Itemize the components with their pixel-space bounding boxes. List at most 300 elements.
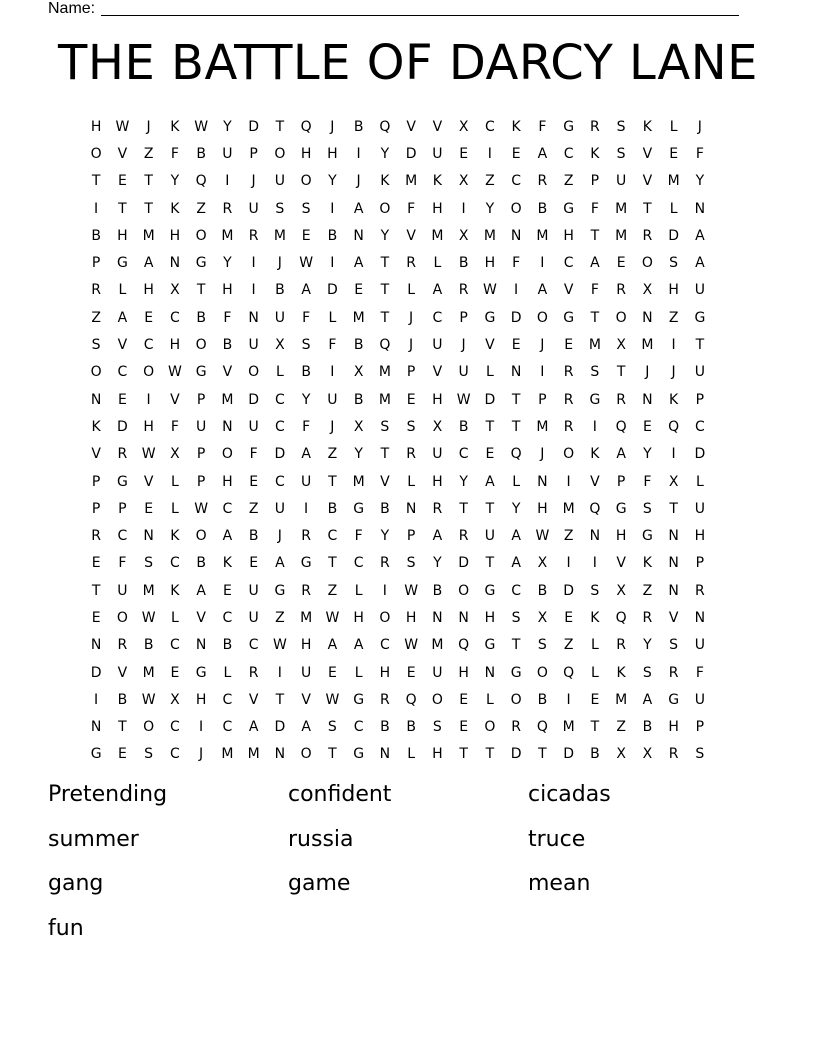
grid-letter[interactable]: X <box>537 555 548 572</box>
grid-letter[interactable]: L <box>170 473 179 490</box>
grid-letter[interactable]: N <box>510 227 522 244</box>
grid-letter[interactable]: X <box>353 364 364 381</box>
grid-letter[interactable]: R <box>406 446 416 463</box>
grid-letter[interactable]: T <box>590 309 600 326</box>
grid-letter[interactable]: W <box>141 691 156 708</box>
grid-letter[interactable]: C <box>511 173 522 190</box>
grid-letter[interactable]: M <box>300 609 313 626</box>
grid-letter[interactable]: H <box>668 719 679 736</box>
grid-letter[interactable]: A <box>511 528 521 545</box>
grid-letter[interactable]: U <box>274 500 285 517</box>
grid-letter[interactable]: M <box>431 637 444 654</box>
grid-letter[interactable]: T <box>590 719 600 736</box>
grid-letter[interactable]: P <box>695 391 705 408</box>
grid-letter[interactable]: P <box>538 391 547 408</box>
grid-letter[interactable]: C <box>169 719 180 736</box>
grid-letter[interactable]: T <box>695 337 705 354</box>
grid-letter[interactable]: S <box>669 255 679 272</box>
grid-letter[interactable]: J <box>671 364 676 381</box>
grid-letter[interactable]: V <box>563 282 574 299</box>
grid-letter[interactable]: I <box>566 691 571 708</box>
grid-letter[interactable]: O <box>510 200 522 217</box>
grid-letter[interactable]: Y <box>301 391 311 408</box>
grid-letter[interactable]: M <box>615 200 628 217</box>
grid-letter[interactable]: M <box>615 691 628 708</box>
grid-letter[interactable]: A <box>511 555 521 572</box>
grid-letter[interactable]: O <box>641 255 653 272</box>
grid-letter[interactable]: E <box>564 609 574 626</box>
grid-letter[interactable]: P <box>118 500 127 517</box>
grid-letter[interactable]: L <box>669 118 678 135</box>
grid-letter[interactable]: L <box>275 364 284 381</box>
grid-letter[interactable]: F <box>590 200 599 217</box>
grid-letter[interactable]: V <box>616 555 626 572</box>
grid-letter[interactable]: O <box>195 337 207 354</box>
grid-letter[interactable]: E <box>616 255 626 272</box>
grid-letter[interactable]: D <box>510 746 522 763</box>
grid-letter[interactable]: G <box>641 528 653 545</box>
grid-letter[interactable]: A <box>353 637 364 654</box>
grid-letter[interactable]: L <box>354 582 363 599</box>
grid-letter[interactable]: D <box>694 446 706 463</box>
grid-letter[interactable]: D <box>116 418 128 435</box>
grid-letter[interactable]: X <box>432 418 443 435</box>
grid-letter[interactable]: S <box>91 337 101 354</box>
grid-letter[interactable]: V <box>590 473 600 490</box>
grid-letter[interactable]: T <box>459 500 468 517</box>
grid-letter[interactable]: B <box>458 418 469 435</box>
grid-letter[interactable]: R <box>642 227 653 244</box>
grid-letter[interactable]: C <box>248 637 259 654</box>
grid-letter[interactable]: G <box>589 391 601 408</box>
grid-letter[interactable]: E <box>564 337 574 354</box>
grid-letter[interactable]: X <box>616 582 626 599</box>
grid-letter[interactable]: R <box>695 582 705 599</box>
grid-letter[interactable]: O <box>143 364 155 381</box>
grid-letter[interactable]: I <box>251 255 256 272</box>
grid-letter[interactable]: G <box>195 364 207 381</box>
grid-letter[interactable]: T <box>91 582 101 599</box>
grid-letter[interactable]: E <box>459 691 469 708</box>
grid-letter[interactable]: X <box>458 118 469 135</box>
grid-letter[interactable]: K <box>170 118 180 135</box>
grid-letter[interactable]: V <box>432 364 443 381</box>
grid-letter[interactable]: P <box>249 145 258 162</box>
grid-letter[interactable]: I <box>566 555 571 572</box>
grid-letter[interactable]: W <box>272 637 287 654</box>
grid-letter[interactable]: A <box>353 200 364 217</box>
grid-letter[interactable]: T <box>144 200 153 217</box>
grid-letter[interactable]: V <box>432 118 443 135</box>
grid-letter[interactable]: C <box>458 446 469 463</box>
grid-letter[interactable]: N <box>510 364 522 381</box>
grid-letter[interactable]: G <box>116 255 128 272</box>
grid-letter[interactable]: S <box>327 719 337 736</box>
grid-letter[interactable]: B <box>275 282 285 299</box>
grid-letter[interactable]: F <box>223 309 232 326</box>
grid-letter[interactable]: Y <box>328 173 337 190</box>
grid-letter[interactable]: N <box>379 746 391 763</box>
grid-letter[interactable]: J <box>251 173 256 190</box>
grid-letter[interactable]: M <box>562 719 575 736</box>
grid-letter[interactable]: D <box>274 719 286 736</box>
grid-letter[interactable]: K <box>642 555 652 572</box>
grid-letter[interactable]: R <box>563 391 574 408</box>
grid-letter[interactable]: N <box>353 227 364 244</box>
grid-letter[interactable]: N <box>668 528 679 545</box>
grid-letter[interactable]: L <box>407 473 416 490</box>
grid-letter[interactable]: Z <box>143 145 154 162</box>
grid-letter[interactable]: T <box>511 391 521 408</box>
grid-letter[interactable]: P <box>695 555 705 572</box>
grid-letter[interactable]: R <box>380 555 390 572</box>
grid-letter[interactable]: Q <box>668 418 680 435</box>
grid-letter[interactable]: T <box>643 200 652 217</box>
grid-letter[interactable]: L <box>407 746 416 763</box>
grid-letter[interactable]: F <box>170 418 179 435</box>
grid-letter[interactable]: M <box>378 391 391 408</box>
grid-letter[interactable]: F <box>328 337 337 354</box>
grid-letter[interactable]: U <box>301 664 312 681</box>
grid-letter[interactable]: W <box>194 500 209 517</box>
grid-letter[interactable]: E <box>249 555 259 572</box>
grid-letter[interactable]: E <box>222 582 232 599</box>
grid-letter[interactable]: X <box>616 746 626 763</box>
grid-letter[interactable]: C <box>511 582 522 599</box>
grid-letter[interactable]: E <box>406 664 416 681</box>
grid-letter[interactable]: K <box>511 118 521 135</box>
grid-letter[interactable]: A <box>695 227 705 244</box>
grid-letter[interactable]: Q <box>379 337 391 354</box>
grid-letter[interactable]: Y <box>354 446 363 463</box>
grid-letter[interactable]: M <box>483 227 496 244</box>
grid-letter[interactable]: H <box>484 609 496 626</box>
grid-letter[interactable]: I <box>356 145 361 162</box>
grid-letter[interactable]: W <box>325 691 340 708</box>
grid-letter[interactable]: R <box>301 528 311 545</box>
grid-letter[interactable]: B <box>222 637 233 654</box>
grid-letter[interactable]: Q <box>589 500 601 517</box>
grid-letter[interactable]: I <box>671 446 676 463</box>
grid-letter[interactable]: O <box>300 173 312 190</box>
grid-letter[interactable]: T <box>485 418 495 435</box>
grid-letter[interactable]: Z <box>642 582 653 599</box>
grid-letter[interactable]: A <box>196 582 206 599</box>
grid-letter[interactable]: E <box>144 500 154 517</box>
grid-letter[interactable]: E <box>669 145 679 162</box>
grid-letter[interactable]: W <box>456 391 471 408</box>
grid-letter[interactable]: S <box>406 555 416 572</box>
grid-letter[interactable]: W <box>535 528 550 545</box>
grid-letter[interactable]: H <box>169 337 181 354</box>
grid-letter[interactable]: K <box>590 145 600 162</box>
grid-letter[interactable]: A <box>432 528 443 545</box>
grid-letter[interactable]: M <box>352 473 365 490</box>
grid-letter[interactable]: B <box>327 227 338 244</box>
grid-letter[interactable]: U <box>274 173 285 190</box>
grid-letter[interactable]: Y <box>380 227 390 244</box>
grid-letter[interactable]: P <box>406 528 416 545</box>
grid-letter[interactable]: N <box>274 746 286 763</box>
grid-letter[interactable]: C <box>117 364 128 381</box>
grid-letter[interactable]: R <box>380 691 390 708</box>
grid-letter[interactable]: C <box>143 337 154 354</box>
grid-letter[interactable]: U <box>458 364 469 381</box>
grid-letter[interactable]: H <box>90 118 102 135</box>
grid-letter[interactable]: D <box>563 746 575 763</box>
grid-letter[interactable]: V <box>406 118 416 135</box>
grid-letter[interactable]: A <box>275 555 285 572</box>
grid-letter[interactable]: F <box>643 473 652 490</box>
grid-letter[interactable]: V <box>642 145 653 162</box>
grid-letter[interactable]: B <box>537 200 548 217</box>
grid-letter[interactable]: M <box>221 391 234 408</box>
grid-letter[interactable]: I <box>251 282 256 299</box>
grid-letter[interactable]: J <box>146 118 151 135</box>
grid-letter[interactable]: H <box>432 746 443 763</box>
grid-letter[interactable]: O <box>510 691 522 708</box>
grid-letter[interactable]: B <box>196 309 206 326</box>
grid-letter[interactable]: E <box>249 473 259 490</box>
grid-letter[interactable]: M <box>562 500 575 517</box>
grid-letter[interactable]: H <box>327 145 338 162</box>
grid-letter[interactable]: H <box>300 145 312 162</box>
grid-letter[interactable]: R <box>668 746 679 763</box>
grid-letter[interactable]: H <box>143 418 154 435</box>
grid-letter[interactable]: E <box>511 145 521 162</box>
grid-letter[interactable]: Y <box>511 500 521 517</box>
grid-letter[interactable]: I <box>330 255 335 272</box>
grid-letter[interactable]: X <box>458 173 469 190</box>
grid-letter[interactable]: S <box>642 664 652 681</box>
grid-letter[interactable]: C <box>353 719 364 736</box>
grid-letter[interactable]: T <box>196 282 206 299</box>
grid-letter[interactable]: H <box>379 664 391 681</box>
grid-letter[interactable]: X <box>353 418 364 435</box>
grid-letter[interactable]: A <box>537 282 548 299</box>
grid-letter[interactable]: H <box>668 282 679 299</box>
grid-letter[interactable]: D <box>326 282 338 299</box>
grid-letter[interactable]: U <box>694 691 705 708</box>
grid-letter[interactable]: I <box>540 364 545 381</box>
grid-letter[interactable]: L <box>590 637 599 654</box>
grid-letter[interactable]: T <box>590 227 600 244</box>
grid-letter[interactable]: R <box>458 282 469 299</box>
grid-letter[interactable]: F <box>354 528 363 545</box>
grid-letter[interactable]: R <box>406 255 416 272</box>
grid-letter[interactable]: M <box>536 227 549 244</box>
grid-letter[interactable]: Q <box>195 173 207 190</box>
grid-letter[interactable]: N <box>90 391 102 408</box>
grid-letter[interactable]: W <box>115 118 130 135</box>
grid-letter[interactable]: B <box>458 255 469 272</box>
grid-letter[interactable]: Y <box>223 118 232 135</box>
grid-letter[interactable]: G <box>195 664 207 681</box>
grid-letter[interactable]: R <box>563 364 574 381</box>
grid-letter[interactable]: I <box>199 719 204 736</box>
grid-letter[interactable]: E <box>301 227 311 244</box>
grid-letter[interactable]: U <box>222 145 233 162</box>
grid-letter[interactable]: V <box>485 337 495 354</box>
grid-letter[interactable]: R <box>616 637 626 654</box>
grid-letter[interactable]: X <box>616 337 626 354</box>
grid-letter[interactable]: A <box>642 691 653 708</box>
grid-letter[interactable]: O <box>536 664 548 681</box>
grid-letter[interactable]: U <box>196 418 207 435</box>
grid-letter[interactable]: J <box>409 309 414 326</box>
grid-letter[interactable]: T <box>485 746 495 763</box>
grid-letter[interactable]: L <box>485 691 494 708</box>
grid-letter[interactable]: U <box>694 282 705 299</box>
grid-letter[interactable]: J <box>330 418 335 435</box>
grid-letter[interactable]: D <box>458 555 470 572</box>
grid-letter[interactable]: J <box>461 337 466 354</box>
grid-letter[interactable]: G <box>563 309 575 326</box>
grid-letter[interactable]: F <box>302 309 311 326</box>
grid-letter[interactable]: O <box>563 446 575 463</box>
grid-letter[interactable]: O <box>379 200 391 217</box>
grid-letter[interactable]: M <box>667 173 680 190</box>
grid-letter[interactable]: Y <box>695 173 705 190</box>
grid-letter[interactable]: Y <box>643 446 652 463</box>
grid-letter[interactable]: I <box>540 255 545 272</box>
grid-letter[interactable]: M <box>247 746 260 763</box>
grid-letter[interactable]: R <box>91 528 101 545</box>
grid-letter[interactable]: C <box>353 555 364 572</box>
grid-letter[interactable]: E <box>117 746 127 763</box>
grid-letter[interactable]: I <box>592 418 597 435</box>
grid-letter[interactable]: H <box>300 637 312 654</box>
grid-letter[interactable]: I <box>671 337 676 354</box>
grid-letter[interactable]: F <box>407 200 416 217</box>
grid-letter[interactable]: I <box>592 555 597 572</box>
grid-letter[interactable]: P <box>91 255 101 272</box>
grid-letter[interactable]: P <box>590 173 600 190</box>
grid-letter[interactable]: D <box>248 118 260 135</box>
grid-letter[interactable]: M <box>405 173 418 190</box>
grid-letter[interactable]: A <box>537 145 548 162</box>
grid-letter[interactable]: P <box>406 364 416 381</box>
grid-letter[interactable]: S <box>616 118 626 135</box>
grid-letter[interactable]: C <box>694 418 705 435</box>
grid-letter[interactable]: L <box>328 309 337 326</box>
grid-letter[interactable]: T <box>118 200 127 217</box>
grid-letter[interactable]: O <box>379 609 391 626</box>
grid-letter[interactable]: D <box>668 227 680 244</box>
grid-letter[interactable]: C <box>563 145 574 162</box>
grid-letter[interactable]: P <box>196 473 206 490</box>
grid-letter[interactable]: E <box>117 391 127 408</box>
grid-letter[interactable]: P <box>616 473 626 490</box>
grid-letter[interactable]: L <box>223 664 232 681</box>
grid-letter[interactable]: K <box>380 173 390 190</box>
grid-letter[interactable]: Q <box>458 637 470 654</box>
grid-letter[interactable]: X <box>458 227 469 244</box>
grid-letter[interactable]: H <box>195 691 207 708</box>
grid-letter[interactable]: W <box>141 609 156 626</box>
grid-letter[interactable]: S <box>616 145 626 162</box>
grid-letter[interactable]: X <box>170 282 180 299</box>
grid-letter[interactable]: H <box>432 391 443 408</box>
grid-letter[interactable]: S <box>642 500 652 517</box>
grid-letter[interactable]: J <box>277 528 282 545</box>
grid-letter[interactable]: D <box>510 309 522 326</box>
grid-letter[interactable]: P <box>91 500 101 517</box>
grid-letter[interactable]: R <box>563 418 574 435</box>
grid-letter[interactable]: I <box>382 582 387 599</box>
grid-letter[interactable]: A <box>590 255 600 272</box>
grid-letter[interactable]: S <box>695 746 705 763</box>
grid-letter[interactable]: D <box>563 582 575 599</box>
grid-letter[interactable]: E <box>91 555 101 572</box>
grid-letter[interactable]: Y <box>643 637 652 654</box>
grid-letter[interactable]: R <box>616 282 626 299</box>
grid-letter[interactable]: N <box>484 664 496 681</box>
grid-letter[interactable]: O <box>615 309 627 326</box>
grid-letter[interactable]: Q <box>615 418 627 435</box>
grid-letter[interactable]: L <box>433 255 442 272</box>
grid-letter[interactable]: E <box>327 664 337 681</box>
grid-letter[interactable]: A <box>117 309 128 326</box>
grid-letter[interactable]: G <box>510 664 522 681</box>
grid-letter[interactable]: Q <box>405 691 417 708</box>
grid-letter[interactable]: F <box>170 145 179 162</box>
grid-letter[interactable]: E <box>406 391 416 408</box>
grid-letter[interactable]: J <box>697 118 702 135</box>
grid-letter[interactable]: F <box>538 118 547 135</box>
grid-letter[interactable]: K <box>590 609 600 626</box>
grid-letter[interactable]: T <box>616 364 626 381</box>
grid-letter[interactable]: H <box>563 227 574 244</box>
grid-letter[interactable]: A <box>222 528 233 545</box>
grid-letter[interactable]: I <box>461 200 466 217</box>
grid-letter[interactable]: I <box>514 282 519 299</box>
grid-letter[interactable]: M <box>221 746 234 763</box>
grid-letter[interactable]: Z <box>668 309 679 326</box>
grid-letter[interactable]: N <box>248 309 259 326</box>
grid-letter[interactable]: E <box>485 446 495 463</box>
grid-letter[interactable]: B <box>91 227 101 244</box>
grid-letter[interactable]: V <box>117 337 128 354</box>
grid-letter[interactable]: E <box>144 309 154 326</box>
grid-letter[interactable]: I <box>94 691 99 708</box>
grid-letter[interactable]: I <box>487 145 492 162</box>
grid-letter[interactable]: M <box>221 227 234 244</box>
grid-letter[interactable]: O <box>484 719 496 736</box>
grid-letter[interactable]: Y <box>170 173 180 190</box>
grid-letter[interactable]: T <box>511 637 521 654</box>
grid-letter[interactable]: U <box>694 364 705 381</box>
grid-letter[interactable]: U <box>694 500 705 517</box>
grid-letter[interactable]: G <box>353 500 365 517</box>
grid-letter[interactable]: E <box>117 173 127 190</box>
grid-letter[interactable]: T <box>459 746 468 763</box>
grid-letter[interactable]: T <box>328 555 337 572</box>
grid-letter[interactable]: T <box>275 118 285 135</box>
grid-letter[interactable]: Z <box>196 200 206 217</box>
grid-letter[interactable]: W <box>167 364 182 381</box>
grid-letter[interactable]: E <box>511 337 521 354</box>
grid-letter[interactable]: A <box>301 446 311 463</box>
grid-letter[interactable]: B <box>353 118 364 135</box>
grid-letter[interactable]: B <box>196 145 206 162</box>
grid-letter[interactable]: L <box>354 664 363 681</box>
grid-letter[interactable]: G <box>563 200 575 217</box>
grid-letter[interactable]: T <box>380 446 390 463</box>
grid-letter[interactable]: B <box>248 528 259 545</box>
grid-letter[interactable]: G <box>484 309 496 326</box>
grid-letter[interactable]: T <box>91 173 101 190</box>
